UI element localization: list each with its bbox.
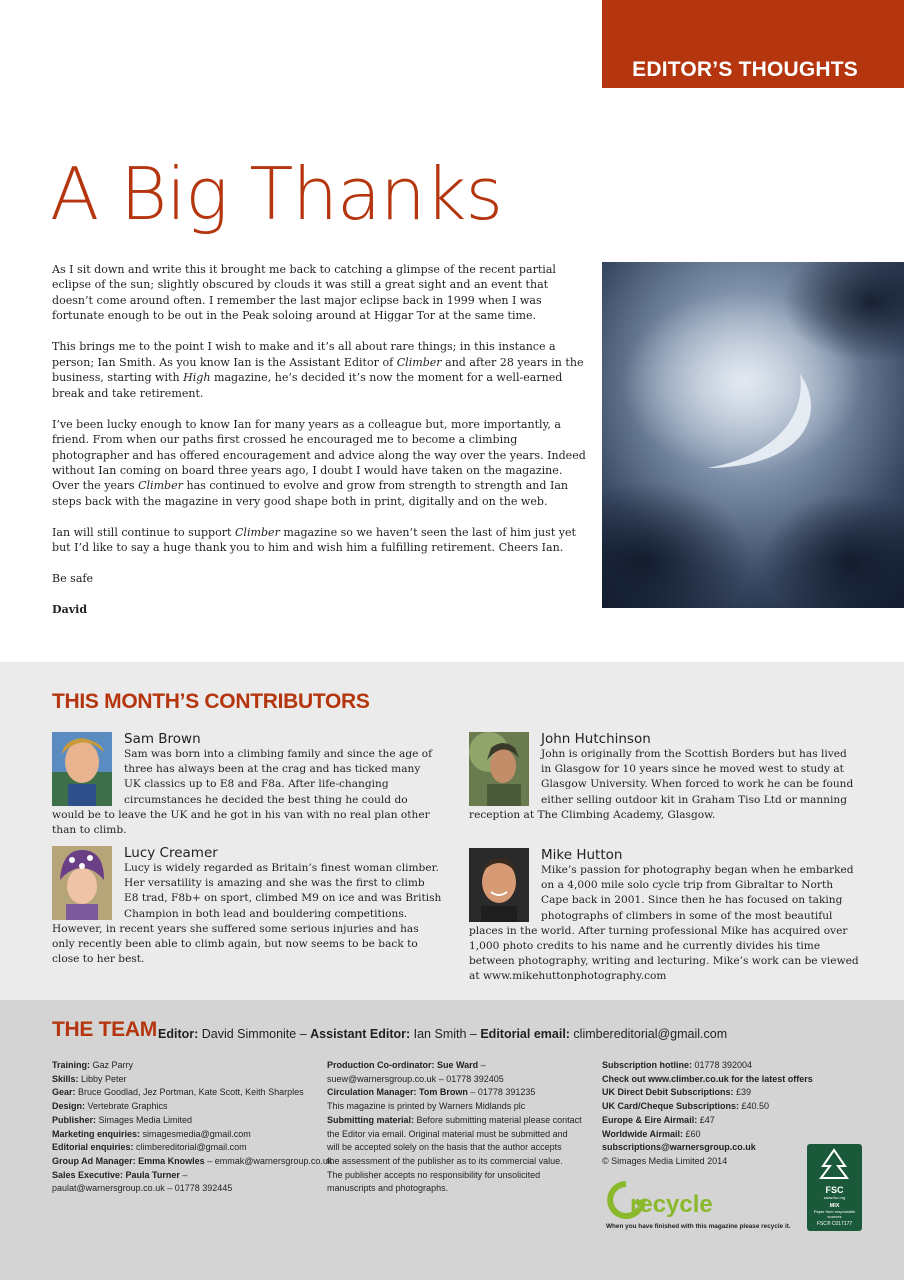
team-line: Submitting material: Before submitting material please contact [327, 1114, 582, 1125]
recycle-icon [604, 1178, 794, 1232]
team-line: Editorial enquiries: climbereditorial@gmail.com [52, 1142, 247, 1153]
fsc-logo [807, 1144, 862, 1231]
john-hutchinson-bio: John is originally from the Scottish Borders but has lived in Glasgow for 10 years since he moved west to study at Glasgow University. When forced to work he can be found either selling outdoor kit in Graham Tiso Ltd or manning reception at The Climbing Academy, Glasgow. [469, 748, 854, 821]
team-section [0, 1000, 904, 1280]
paragraph-4: Ian will still continue to support Climber magazine so we haven’t seen the last of him just yet but I’d like to say a huge thank you to him and wish him a fulfilling retirement. Cheers Ian. [52, 525, 576, 555]
team-line: Check out www.climber.co.uk for the latest offers [602, 1073, 813, 1084]
team-line: Design: Vertebrate Graphics [52, 1101, 168, 1112]
team-line: Europe & Eire Airmail: £47 [602, 1114, 715, 1125]
team-line: Group Ad Manager: Emma Knowles – emmak@warnersgroup.co.uk [52, 1155, 333, 1166]
headline: A Big Thanks [50, 152, 502, 236]
team-header-line: Editor: David Simmonite – Assistant Editor: Ian Smith – Editorial email: climbereditorial@gmail.com [158, 1027, 728, 1041]
team-line: Publisher: Simages Media Limited [52, 1114, 193, 1125]
team-line: Training: Gaz Parry [52, 1060, 134, 1070]
recycle-tagline: When you have finished with this magazine please recycle it. [606, 1223, 791, 1230]
team-line: the Editor via email. Original material must be submitted and [327, 1128, 568, 1139]
section-tab: EDITOR’S THOUGHTS [602, 0, 904, 88]
sam-brown-photo [52, 732, 112, 806]
fsc-code: FSC® C017177 [816, 1221, 853, 1227]
john-hutchinson-name: John Hutchinson [541, 731, 651, 747]
editorial-body [52, 262, 586, 633]
contributor-mike-hutton [469, 846, 859, 985]
fsc-desc: Paper from responsible sources [813, 1209, 856, 1219]
eclipse-photo [602, 262, 904, 608]
team-line: The publisher accepts no responsibility for unsolicited [327, 1169, 541, 1180]
team-line: This magazine is printed by Warners Midlands plc [327, 1101, 526, 1112]
team-line: UK Card/Cheque Subscriptions: £40.50 [602, 1101, 770, 1112]
fsc-url: www.fsc.org [823, 1195, 846, 1200]
sign-off: Be safe [52, 572, 94, 586]
team-line: Production Co-ordinator: Sue Ward – [327, 1060, 486, 1070]
lucy-creamer-name: Lucy Creamer [124, 845, 218, 861]
recycle-logo [604, 1178, 794, 1232]
team-line: Sales Executive: Paula Turner – [52, 1169, 188, 1180]
team-line: Marketing enquiries: simagesmedia@gmail.com [52, 1128, 251, 1139]
team-line: the assessment of the publisher as to its commercial value. [327, 1155, 563, 1166]
team-line: Worldwide Airmail: £60 [602, 1128, 701, 1139]
team-line: manuscripts and photographs. [327, 1183, 449, 1194]
recycle-word: recycle [630, 1191, 713, 1218]
contributors-title: THIS MONTH’S CONTRIBUTORS [52, 690, 370, 713]
paragraph-1: As I sit down and write this it brought me back to catching a glimpse of the recent partial eclipse of the sun; slightly obscured by clouds it was still a great sight and an event that doesn’t come around often. I remember the last major eclipse back in 1999 when I was fortunate enough to be out in the Peak soloing around at Higgar Tor at the same time. [52, 263, 556, 323]
team-line: Circulation Manager: Tom Brown – 01778 391235 [327, 1087, 536, 1098]
lucy-creamer-bio: Lucy is widely regarded as Britain’s finest woman climber. Her versatility is amazing and she was the first to climb E8 trad, F8b+ on sport, climbed M9 on ice and was British Champion in both lead and bouldering competitions. However, in recent years she suffered some serious injuries and has only recently been able to climb again, but now seems to be back to close to her best. [52, 862, 442, 966]
team-line: suew@warnersgroup.co.uk – 01778 392405 [327, 1073, 504, 1084]
contributors-section [0, 662, 904, 1000]
contributor-john-hutchinson [469, 730, 855, 823]
fsc-name: FSC [825, 1185, 844, 1195]
team-title: THE TEAM [52, 1018, 157, 1041]
team-column-1 [52, 1059, 333, 1196]
mike-hutton-name: Mike Hutton [541, 847, 623, 863]
team-line: Skills: Libby Peter [52, 1073, 127, 1084]
team-line: Gear: Bruce Goodlad, Jez Portman, Kate Scott, Keith Sharples [52, 1087, 304, 1098]
sam-brown-name: Sam Brown [124, 731, 201, 747]
paragraph-3: I’ve been lucky enough to know Ian for many years as a colleague but, more importantly, a friend. From when our paths first crossed he encouraged me to become a climbing photographer and has offered encouragement and advice along the way over the years. Indeed without Ian coming on board three years ago, I doubt I would have taken on the magazine. Over the years Climber has continued to evolve and grow from strength to strength and Ian steps back with the magazine in very good shape both in print, digitally and on the web. [52, 417, 586, 508]
lucy-creamer-photo [52, 846, 112, 920]
team-line: © Simages Media Limited 2014 [602, 1155, 728, 1166]
team-line: will be accepted solely on the basis that the author accepts [327, 1142, 562, 1153]
signature: David [52, 603, 88, 617]
team-line: Subscription hotline: 01778 392004 [602, 1060, 753, 1070]
mike-hutton-photo [469, 848, 529, 922]
team-line: paulat@warnersgroup.co.uk – 01778 392445 [52, 1183, 233, 1194]
contributor-sam-brown [52, 730, 440, 838]
team-column-2 [327, 1059, 592, 1196]
team-line: UK Direct Debit Subscriptions: £39 [602, 1087, 752, 1098]
eclipse-photo-svg [602, 262, 904, 608]
contributor-lucy-creamer [52, 844, 442, 967]
fsc-mix: MIX [829, 1203, 840, 1209]
mike-hutton-bio: Mike’s passion for photography began when he embarked on a 4,000 mile solo cycle trip from Gibraltar to North Cape back in 2001. Since then he has focused on taking photographs of climbers in some of the most beautiful places in the world. After turning professional Mike has acquired over 1,000 photo credits to his name and he currently divides his time between photography, writing and lecturing. Mike’s work can be viewed at www.mikehuttonphotography.com [469, 864, 859, 983]
sam-brown-bio: Sam was born into a climbing family and since the age of three has always been at the crag and has ticked many UK classics up to E8 and F8a. After life-changing circumstances he decided the best thing he could do would be to leave the UK and he got in his van with no real plan other than to climb. [52, 748, 433, 837]
paragraph-2: This brings me to the point I wish to make and it’s all about rare things; in this instance a person; Ian Smith. As you know Ian is the Assistant Editor of Climber and after 28 years in the business, starting with High magazine, he’s decided it’s now the moment for a well-earned break and take retirement. [52, 340, 584, 400]
fsc-tree-icon [807, 1144, 862, 1184]
team-line: subscriptions@warnersgroup.co.uk [602, 1142, 756, 1153]
john-hutchinson-photo [469, 732, 529, 806]
